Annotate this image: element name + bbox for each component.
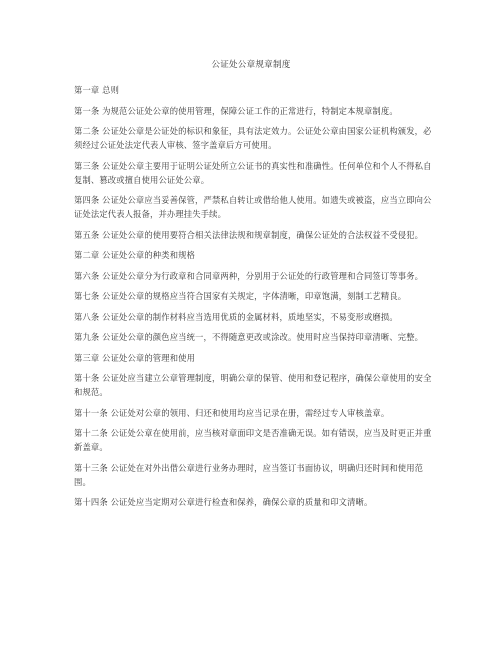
article-paragraph: 第十一条 公证处对公章的领用、归还和使用均应当记录在册，需经过专人审核盖章。 xyxy=(74,407,390,418)
chapter-heading: 第二章 公证处公章的种类和规格 xyxy=(74,250,196,260)
article-paragraph: 第五条 公证处公章的使用要符合相关法律法规和规章制度，确保公证处的合法权益不受侵犯。 xyxy=(74,229,424,240)
article-paragraph: 第二条 公证处公章是公证处的标识和象征，具有法定效力。公证处公章由国家公证机构颁发，必须经过公证处法定代表人审核、签字盖章后方可使用。 xyxy=(74,126,432,150)
article-paragraph: 第六条 公证处公章分为行政章和合同章两种，分别用于公证处的行政管理和合同签订等事务。 xyxy=(74,270,424,281)
chapter-heading: 第三章 公证处公章的管理和使用 xyxy=(74,352,196,363)
article-paragraph: 第十条 公证处应当建立公章管理制度，明确公章的保管、使用和登记程序，确保公章使用的安全和规范。 xyxy=(74,373,432,397)
article-paragraph: 第十二条 公证处公章在使用前，应当核对章面印文是否准确无误。如有错误，应当及时更正并重新盖章。 xyxy=(74,428,432,452)
chapter-heading: 第一章 总则 xyxy=(74,85,120,95)
article-paragraph: 第三条 公证处公章主要用于证明公证处所立公证书的真实性和准确性。任何单位和个人不得私自复制、篡改或擅自使用公证处公章。 xyxy=(74,160,432,185)
article-paragraph: 第十四条 公证处应当定期对公章进行检查和保养，确保公章的质量和印文清晰。 xyxy=(74,497,373,507)
article-paragraph: 第四条 公证处公章应当妥善保管，严禁私自转让或借给他人使用。如遗失或被盗，应当立即向公证处法定代表人报备，并办理挂失手续。 xyxy=(74,195,432,219)
article-paragraph: 第九条 公证处公章的颜色应当统一，不得随意更改或涂改。使用时应当保持印章清晰、完整。 xyxy=(74,332,424,342)
document-body xyxy=(74,83,432,516)
document-title: 公证处公章规章制度 xyxy=(211,60,291,70)
article-paragraph: 第八条 公证处公章的制作材料应当选用优质的金属材料，质地坚实，不易变形或磨损。 xyxy=(74,311,398,322)
article-paragraph: 第七条 公证处公章的规格应当符合国家有关规定，字体清晰，印章饱满，刻制工艺精良。 xyxy=(74,291,407,301)
article-paragraph: 第十三条 公证处在对外出借公章进行业务办理时，应当签订书面协议，明确归还时间和使用范围。 xyxy=(74,462,424,487)
article-paragraph: 第一条 为规范公证处公章的使用管理，保障公证工作的正常进行，特制定本规章制度。 xyxy=(74,105,398,116)
